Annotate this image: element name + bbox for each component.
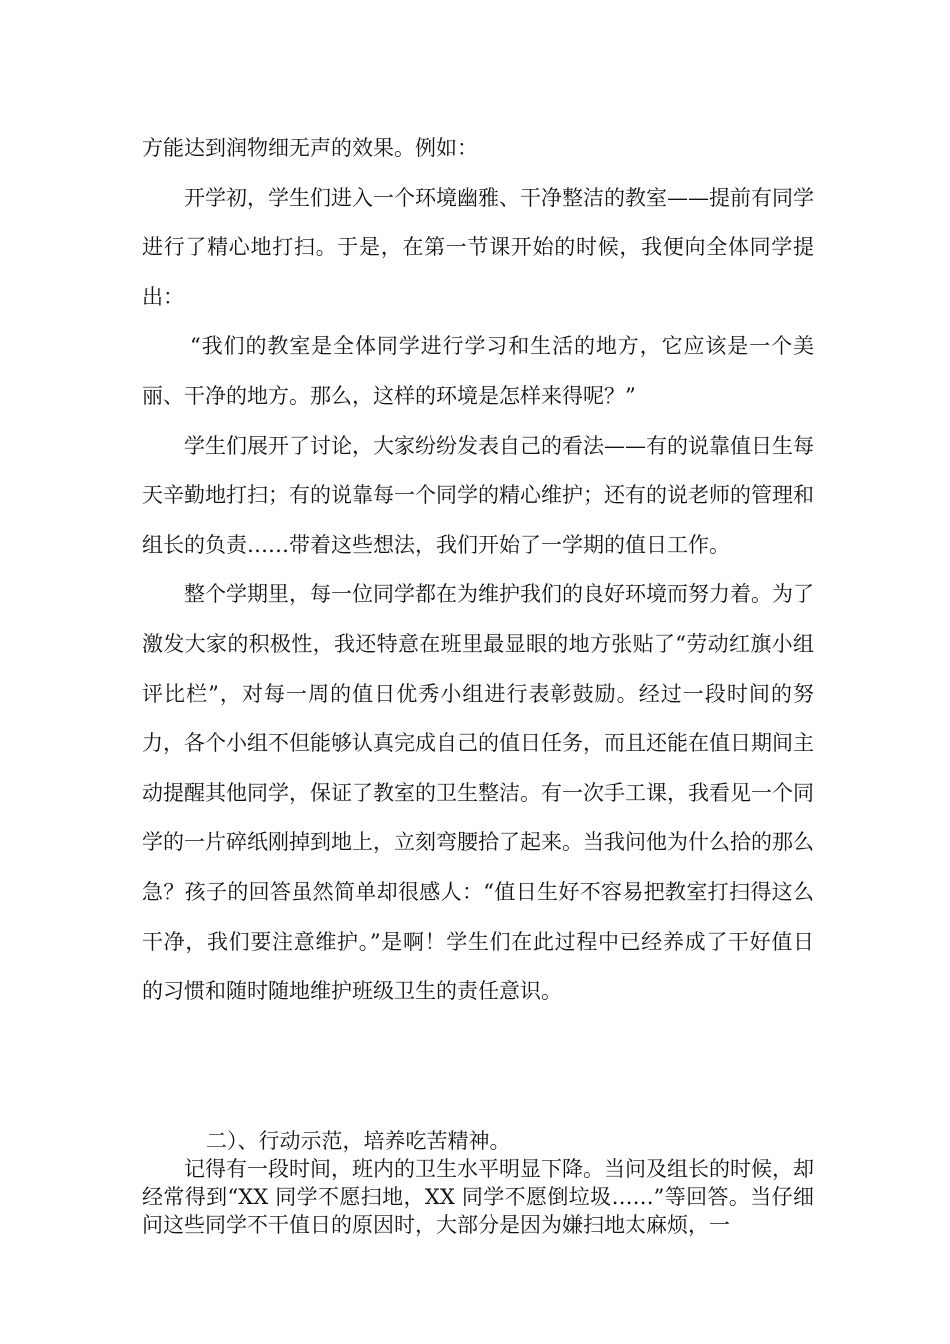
paragraph-4: 整个学期里，每一位同学都在为维护我们的良好环境而努力着。为了激发大家的积极性，我还特意在班里最显眼的地方张贴了“劳动红旗小组评比栏”，对每一周的值日优秀小组进行表彰鼓励。经过一段时间的努力，各个小组不但能够认真完成自己的值日任务，而且还能在值日期间主动提醒其他同学，保证了教室的卫生整洁。有一次手工课，我看见一个同学的一片碎纸刚掉到地上，立刻弯腰拾了起来。当我问他为什么拾的那么急？孩子的回答虽然简单却很感人：“值日生好不容易把教室打扫得这么干净，我们要注意维护。”是啊！学生们在此过程中已经养成了干好值日的习惯和随时随地维护班级卫生的责任意识。 [142,582,814,1004]
paragraph-quote: “我们的教室是全体同学进行学习和生活的地方，它应该是一个美丽、干净的地方。那么，这样的环境是怎样来得呢？” [142,334,814,408]
paragraph-1: 方能达到润物细无声的效果。例如： [142,136,478,160]
body-text-tight [142,1127,814,1239]
paragraph-3: 学生们展开了讨论，大家纷纷发表自己的看法——有的说靠值日生每天辛勤地打扫；有的说靠每一个同学的精心维护；还有的说老师的管理和组长的负责……带着这些想法，我们开始了一学期的值日工作。 [142,433,814,557]
paragraph-2: 开学初，学生们进入一个环境幽雅、干净整洁的教室——提前有同学进行了精心地打扫。于是，在第一节课开始的时候，我便向全体同学提出： [142,185,814,309]
body-text-loose [142,124,814,1017]
paragraph-5: 记得有一段时间，班内的卫生水平明显下降。当问及组长的时候，却经常得到“XX 同学不愿扫地，XX 同学不愿倒垃圾……”等回答。当仔细问这些同学不干值日的原因时，大部分是因为嫌扫地太麻烦，一 [142,1157,814,1237]
section-heading: 二）、行动示范，培养吃苦精神。 [206,1129,511,1153]
